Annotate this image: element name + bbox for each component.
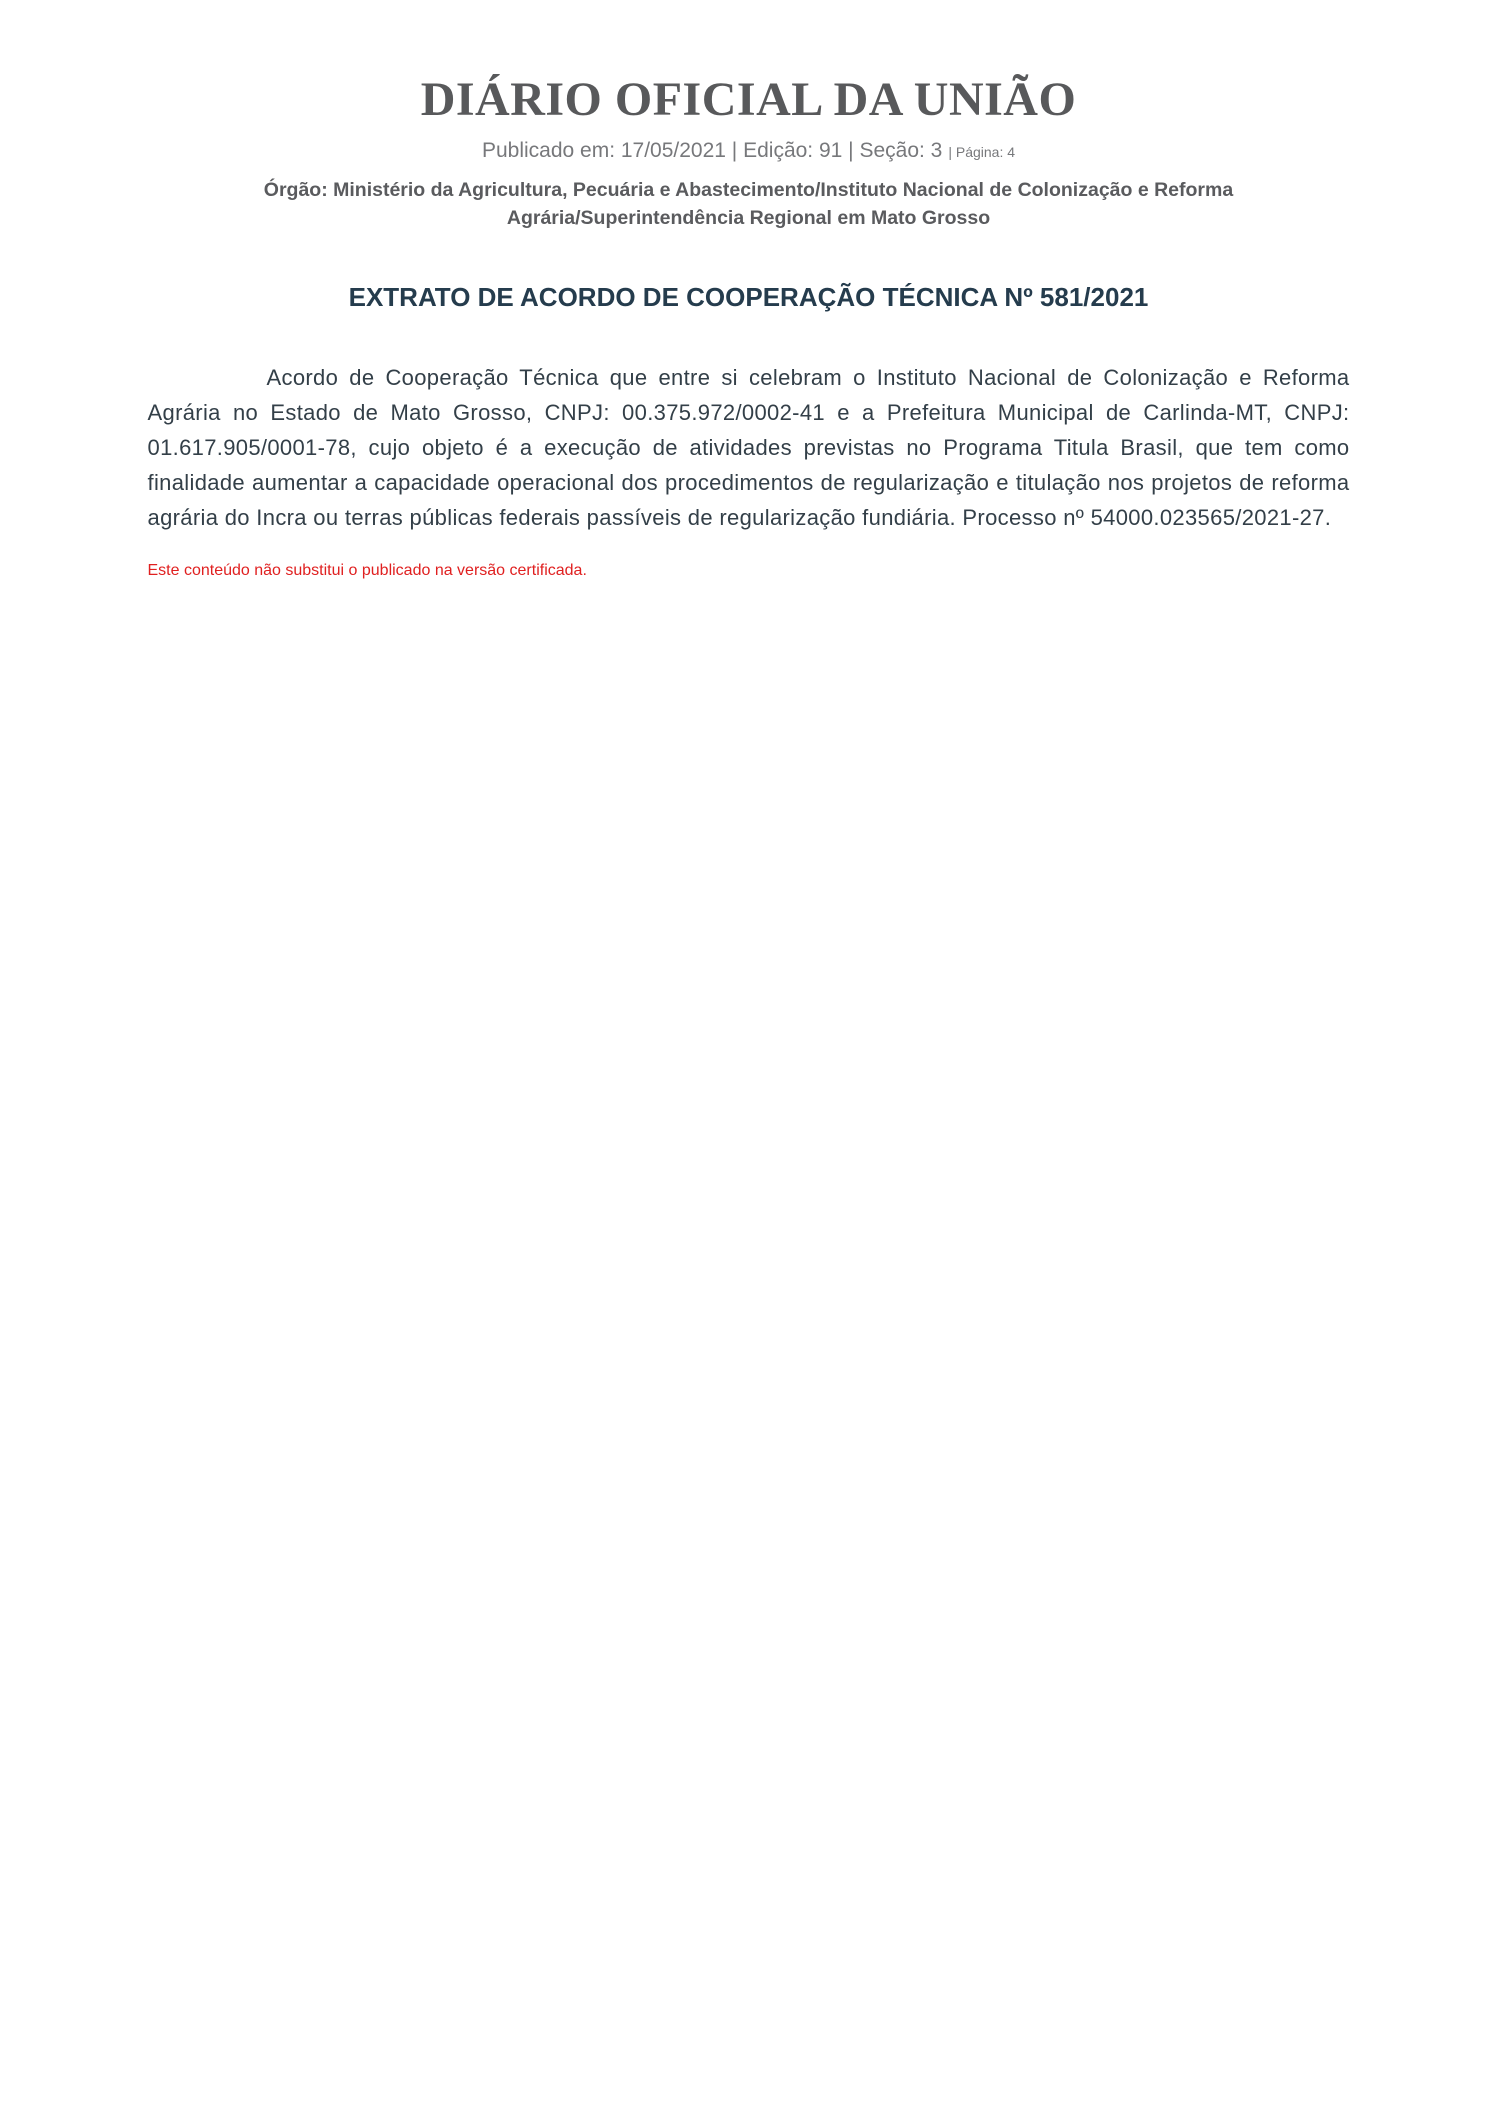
organ-line: Órgão: Ministério da Agricultura, Pecuária e Abastecimento/Instituto Nacional de Colonização e Reforma Agrária/Superintendência Regional em Mato Grosso xyxy=(263,178,1234,230)
certification-disclaimer: Este conteúdo não substitui o publicado na versão certificada. xyxy=(147,561,587,579)
article-heading: EXTRATO DE ACORDO DE COOPERAÇÃO TÉCNICA Nº 581/2021 xyxy=(348,282,1149,313)
article-content xyxy=(148,282,1350,534)
gazette-page-container xyxy=(148,0,1350,581)
publication-meta-text: Publicado em: 17/05/2021 | Edição: 91 | Seção: 3 xyxy=(481,138,943,162)
gazette-footer xyxy=(148,561,1350,582)
publication-meta xyxy=(148,138,1350,164)
page-number-label: | Página: 4 xyxy=(948,143,1016,160)
gazette-title: DIÁRIO OFICIAL DA UNIÃO xyxy=(420,73,1077,126)
article-body: Acordo de Cooperação Técnica que entre si celebram o Instituto Nacional de Colonização e Reforma Agrária no Estado de Mato Grosso, CNPJ: 00.375.972/0002-41 e a Prefeitura Municipal de Carlinda-MT, CNPJ: 01.617.905/0001-78, cujo objeto é a execução de atividades previstas no Programa Titula Brasil, que tem como finalidade aumentar a capacidade operacional dos procedimentos de regularização e titulação nos projetos de reforma agrária do Incra ou terras públicas federais passíveis de regularização fundiária. Processo nº 54000.023565/2021-27. xyxy=(147,364,1350,530)
gazette-header xyxy=(148,72,1350,232)
